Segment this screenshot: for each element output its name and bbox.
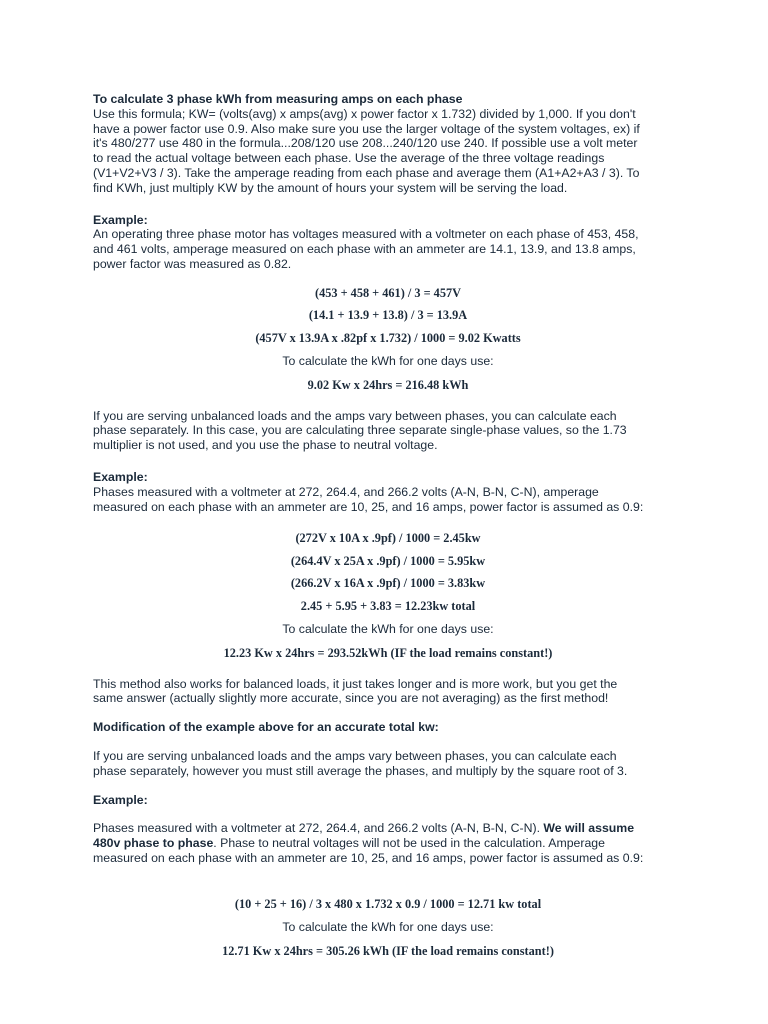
equation: (453 + 458 + 461) / 3 = 457V [314,285,462,300]
example-text-part: Phases measured with a voltmeter at 272, 264.4, and 266.2 volts (A-N, B-N, C-N). [93,821,544,836]
equation: (264.4V x 25A x .9pf) / 1000 = 5.95kw [290,553,486,568]
example-label: Example: [93,469,148,484]
unbalanced-text: If you are serving unbalanced loads and the amps vary between phases, you can calculate each [93,408,617,423]
emphasis-text: 480v phase to phase [93,836,214,851]
equation: 12.71 Kw x 24hrs = 305.26 kWh (IF the load remains constant!) [222,943,554,958]
equation: (457V x 13.9A x .82pf x 1.732) / 1000 = 9.02 Kwatts [255,330,521,345]
intro-line: (V1+V2+V3 / 3). Take the amperage reading from each phase and average them (A1+A2+A3 / 3). To [93,165,640,180]
example-text: and 461 volts, amperage measured on each phase with an ammeter are 14.1, 13.9, and 13.8 amps, [93,242,636,257]
example-text [93,821,683,836]
intro-line: find KWh, just multiply KW by the amount of hours your system will be serving the load. [93,180,568,195]
example-text: An operating three phase motor has voltages measured with a voltmeter on each phase of 453, 458, [93,227,639,242]
emphasis-text: We will assume [543,821,635,836]
equation: 9.02 Kw x 24hrs = 216.48 kWh [307,377,469,392]
section-heading: To calculate 3 phase kWh from measuring amps on each phase [93,92,463,106]
modification-text: If you are serving unbalanced loads and the amps vary between phases, you can calculate each [93,749,617,764]
equation: (272V x 10A x .9pf) / 1000 = 2.45kw [295,531,481,546]
unbalanced-text: multiplier is not used, and you use the phase to neutral voltage. [93,438,438,453]
document-page [93,92,683,958]
method-note: same answer (actually slightly more accurate, since you are not averaging) as the first method! [93,691,609,706]
intro-line: Use this formula; KW= (volts(avg) x amps(avg) x power factor x 1.732) divided by 1,000. If you don't [93,106,636,121]
example-text: Phases measured with a voltmeter at 272, 264.4, and 266.2 volts (A-N, B-N, C-N), amperage [93,484,599,499]
intro-line: to read the actual voltage between each phase. Use the average of the three voltage readings [93,151,605,166]
example-label: Example: [93,792,148,807]
modification-text: phase separately, however you must still average the phases, and multiply by the square root of 3. [93,763,628,778]
kwh-intro: To calculate the kWh for one days use: [282,621,494,636]
unbalanced-text: phase separately. In this case, you are calculating three separate single-phase values, so the 1.73 [93,423,627,438]
example-text: measured on each phase with an ammeter are 10, 25, and 16 amps, power factor is assumed as 0.9: [93,499,644,514]
equation: 2.45 + 5.95 + 3.83 = 12.23kw total [300,598,476,613]
modification-heading: Modification of the example above for an accurate total kw: [93,720,439,735]
kwh-intro: To calculate the kWh for one days use: [282,353,494,368]
equation: (14.1 + 13.9 + 13.8) / 3 = 13.9A [308,308,468,323]
equation: (10 + 25 + 16) / 3 x 480 x 1.732 x 0.9 / 1000 = 12.71 kw total [234,896,542,911]
intro-line: have a power factor use 0.9. Also make sure you use the larger voltage of the system voltages, ex) if [93,121,640,136]
example-text-part: . Phase to neutral voltages will not be used in the calculation. Amperage [213,836,605,851]
equation: (266.2V x 16A x .9pf) / 1000 = 3.83kw [290,576,486,591]
example-text: power factor was measured as 0.82. [93,256,292,271]
equation: 12.23 Kw x 24hrs = 293.52kWh (IF the load remains constant!) [223,645,553,660]
example-text [93,836,683,851]
example-text: measured on each phase with an ammeter are 10, 25, and 16 amps, power factor is assumed as 0.9: [93,851,644,866]
kwh-intro: To calculate the kWh for one days use: [282,919,494,934]
intro-line: it's 480/277 use 480 in the formula...208/120 use 208...240/120 use 240. If possible use a volt meter [93,136,638,151]
example-label: Example: [93,212,148,227]
method-note: This method also works for balanced loads, it just takes longer and is more work, but you get the [93,676,618,691]
